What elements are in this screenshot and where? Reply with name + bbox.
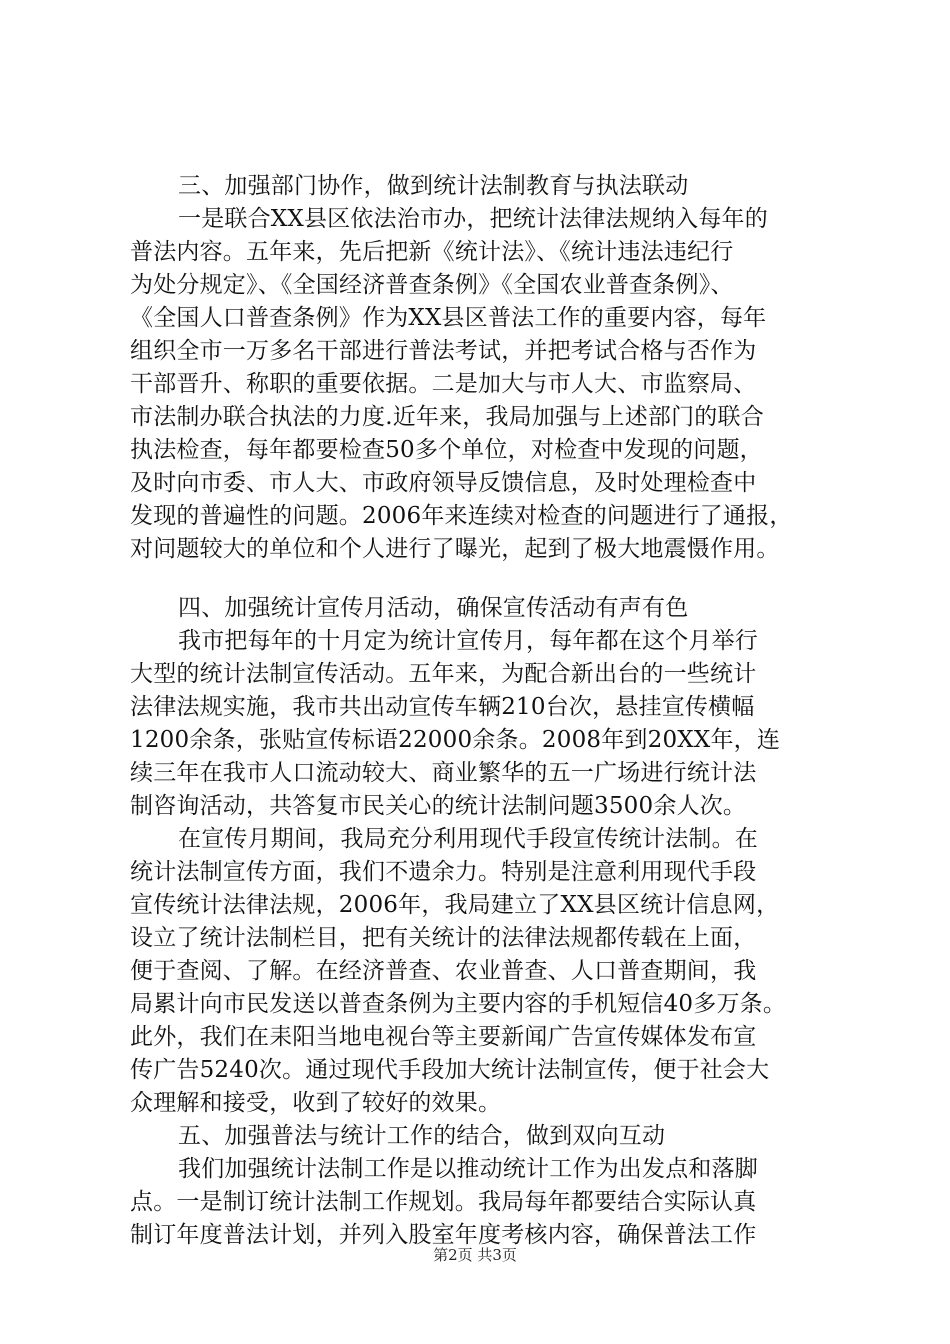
document-body — [130, 170, 835, 1252]
section-heading-5: 五、加强普法与统计工作的结合，做到双向互动 — [178, 1123, 666, 1149]
paragraph-line: 便于查阅、了解。在经济普查、农业普查、人口普查期间，我 — [130, 958, 757, 984]
paragraph-line: 及时向市委、市人大、市政府领导反馈信息，及时处理检查中 — [130, 470, 757, 496]
paragraph-line: 在宣传月期间，我局充分利用现代手段宣传统计法制。在 — [178, 826, 758, 852]
paragraph-line: 宣传统计法律法规，2006年，我局建立了XX县区统计信息网， — [130, 892, 780, 918]
paragraph-line: 为处分规定》、《全国经济普查条例》《全国农业普查条例》、 — [130, 272, 734, 298]
paragraph-line: 普法内容。五年来，先后把新《统计法》、《统计违法违纪行 — [130, 239, 734, 265]
section-spacer — [130, 566, 835, 592]
paragraph-line: 组织全市一万多名干部进行普法考试，并把考试合格与否作为 — [130, 338, 757, 364]
paragraph-line: 发现的普遍性的问题。2006年来连续对检查的问题进行了通报， — [130, 503, 793, 529]
paragraph-line: 市法制办联合执法的力度.近年来，我局加强与上述部门的联合 — [130, 404, 764, 430]
paragraph-line: 我市把每年的十月定为统计宣传月，每年都在这个月举行 — [178, 628, 758, 654]
paragraph-line: 局累计向市民发送以普查条例为主要内容的手机短信40多万条。 — [130, 991, 787, 1017]
paragraph-line: 《全国人口普查条例》作为XX县区普法工作的重要内容，每年 — [130, 305, 767, 331]
paragraph-line: 1200余条，张贴宣传标语22000余条。2008年到20XX年，连 — [130, 727, 781, 753]
paragraph-line: 统计法制宣传方面，我们不遗余力。特别是注意利用现代手段 — [130, 859, 757, 885]
paragraph-line: 我们加强统计法制工作是以推动统计工作为出发点和落脚 — [178, 1156, 758, 1182]
section-heading-3: 三、加强部门协作，做到统计法制教育与执法联动 — [178, 173, 689, 199]
paragraph-line: 此外，我们在耒阳当地电视台等主要新闻广告宣传媒体发布宣 — [130, 1024, 757, 1050]
paragraph-line: 续三年在我市人口流动较大、商业繁华的五一广场进行统计法 — [130, 760, 757, 786]
paragraph-line: 一是联合XX县区依法治市办，把统计法律法规纳入每年的 — [178, 206, 768, 232]
paragraph-line: 干部晋升、称职的重要依据。二是加大与市人大、市监察局、 — [130, 371, 757, 397]
paragraph-line: 大型的统计法制宣传活动。五年来，为配合新出台的一些统计 — [130, 661, 757, 687]
paragraph-line: 设立了统计法制栏目，把有关统计的法律法规都传载在上面， — [130, 925, 757, 951]
paragraph-line: 众理解和接受，收到了较好的效果。 — [130, 1090, 502, 1116]
paragraph-line: 执法检查，每年都要检查50多个单位，对检查中发现的问题， — [130, 437, 763, 463]
paragraph-line: 法律法规实施，我市共出动宣传车辆210台次，悬挂宣传横幅 — [130, 694, 755, 720]
page-number-footer: 第2页 共3页 — [433, 1246, 517, 1264]
paragraph-line: 传广告5240次。通过现代手段加大统计法制宣传，便于社会大 — [130, 1057, 770, 1083]
section-heading-4: 四、加强统计宣传月活动，确保宣传活动有声有色 — [178, 595, 689, 621]
paragraph-line: 制咨询活动，共答复市民关心的统计法制问题3500余人次。 — [130, 793, 747, 819]
paragraph-line: 制订年度普法计划，并列入股室年度考核内容，确保普法工作 — [130, 1222, 757, 1248]
paragraph-line: 对问题较大的单位和个人进行了曝光，起到了极大地震慑作用。 — [130, 536, 780, 562]
paragraph-line: 点。一是制订统计法制工作规划。我局每年都要结合实际认真 — [130, 1189, 757, 1215]
